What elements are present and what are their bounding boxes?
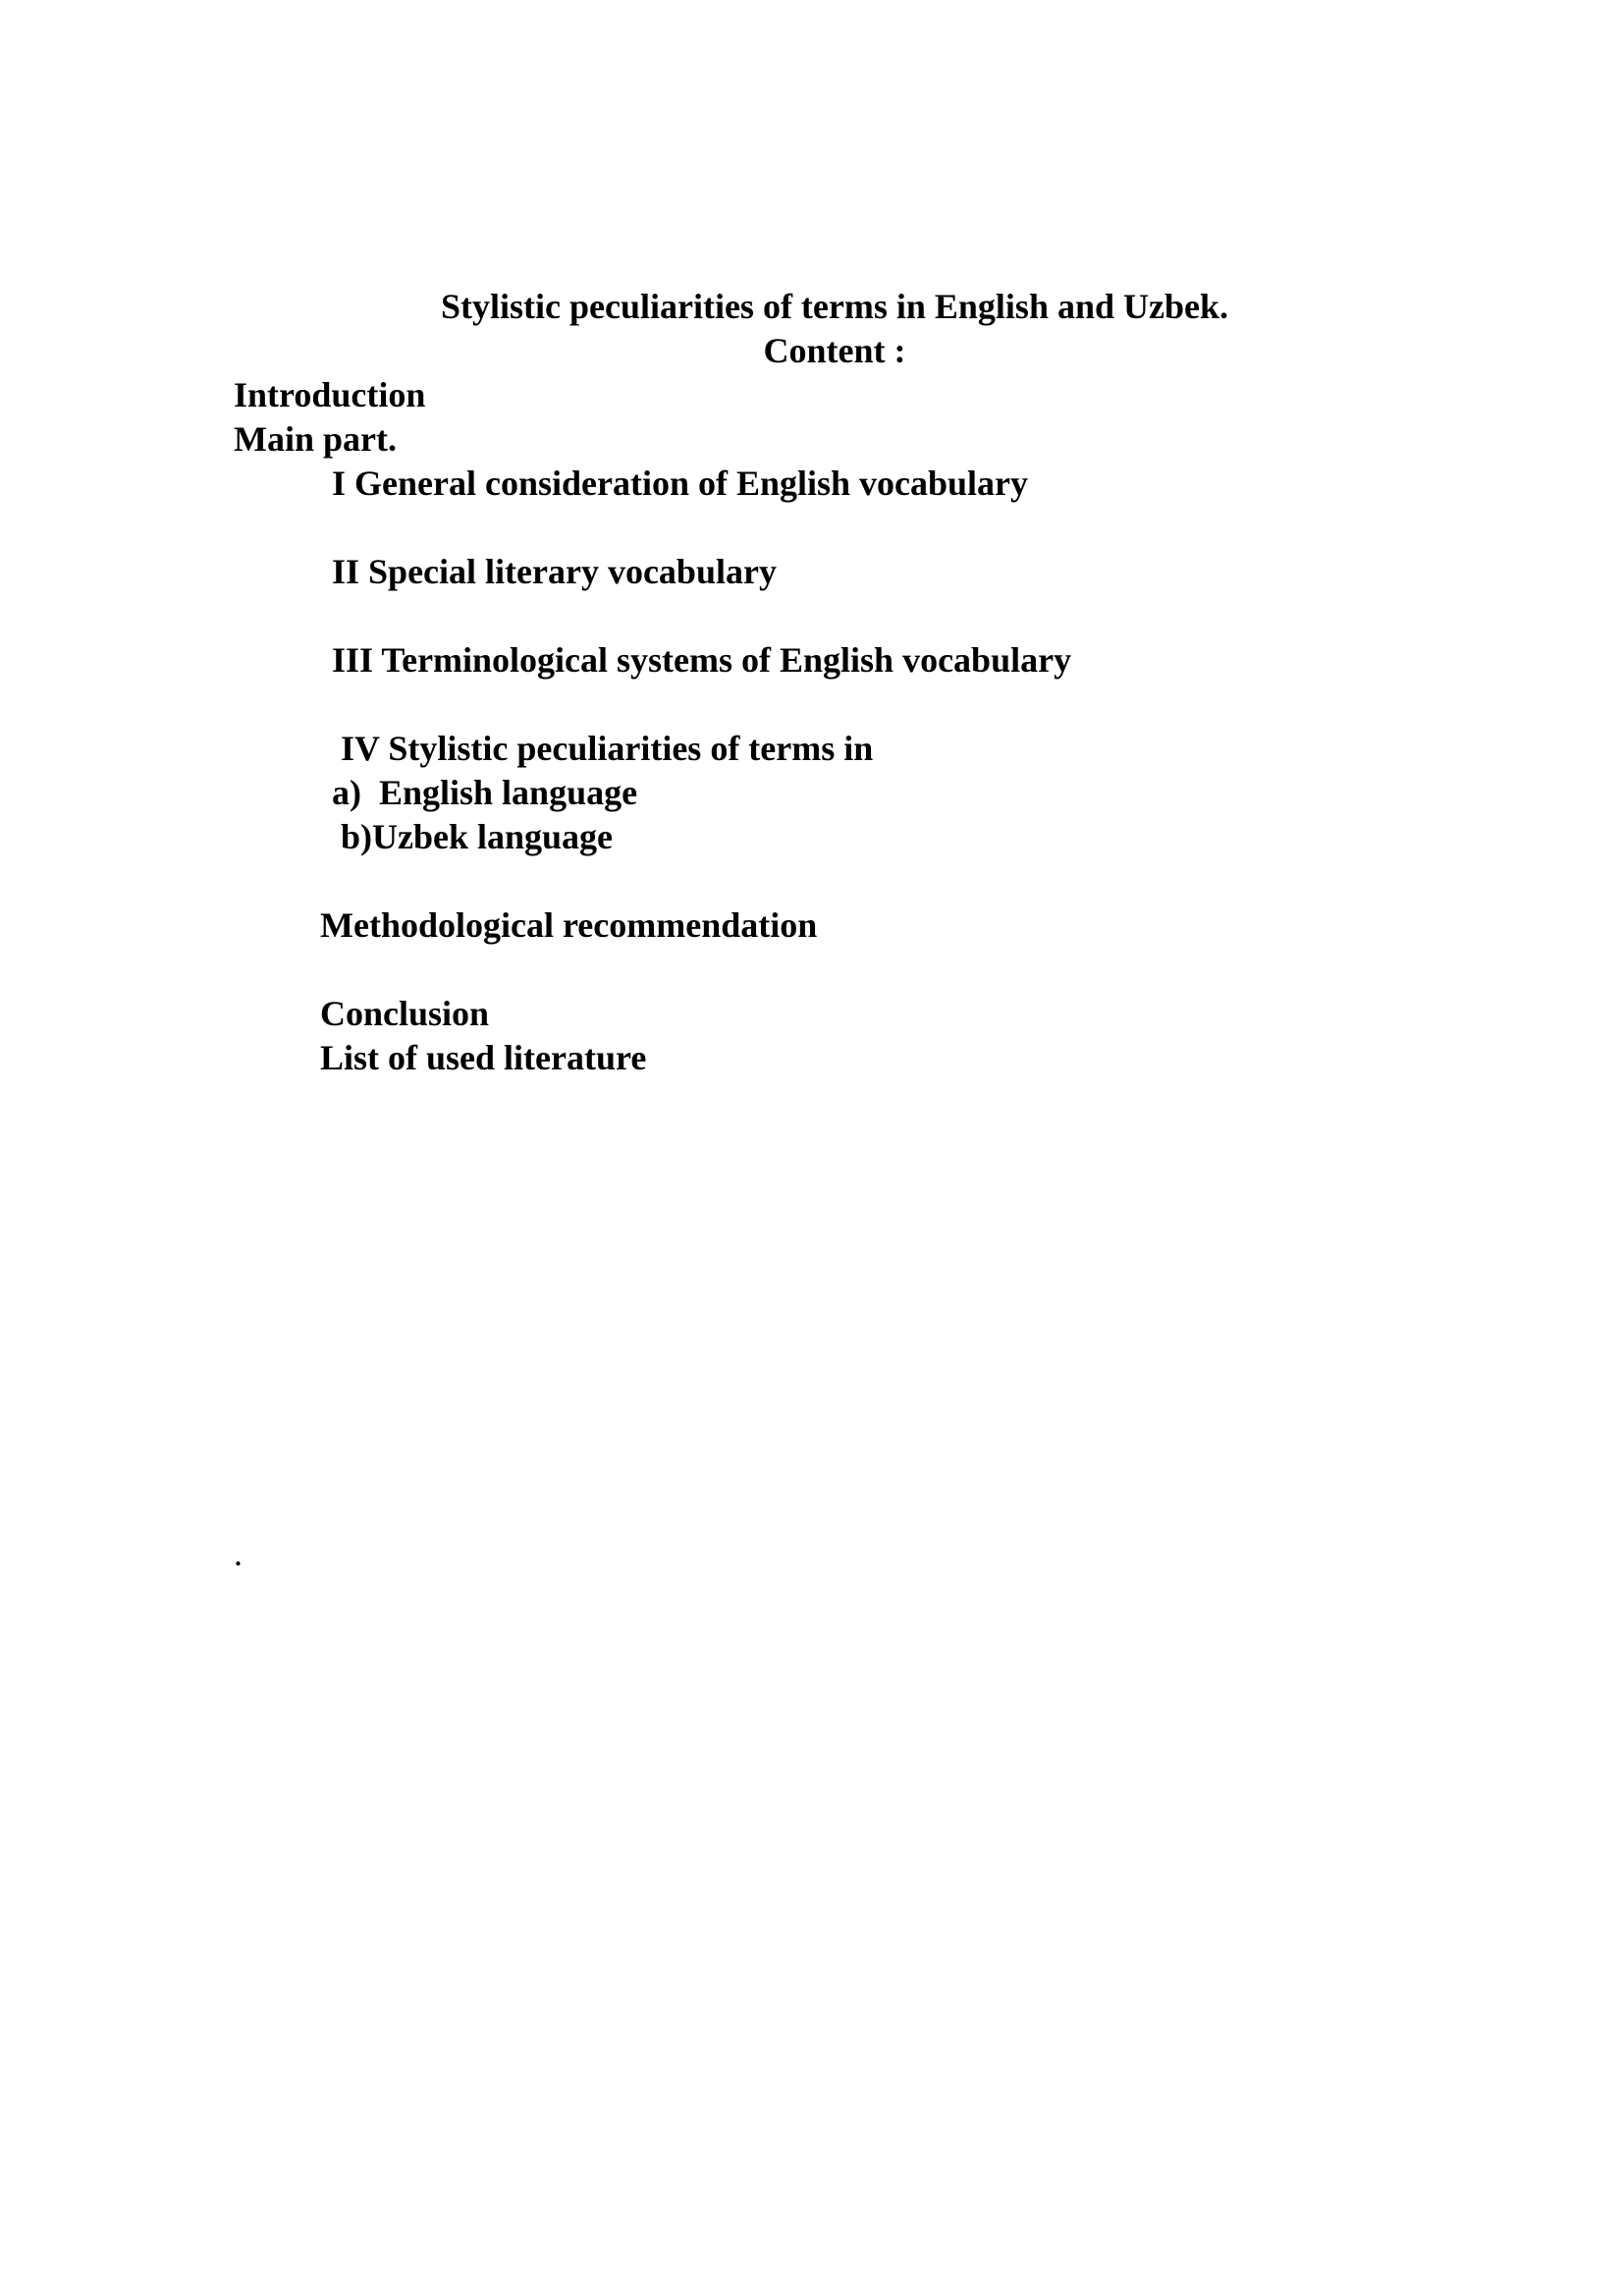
- toc-item-chapter-3: III Terminological systems of English vocabulary: [332, 640, 1072, 680]
- toc-item-conclusion: Conclusion: [320, 994, 490, 1033]
- toc-item-chapter-4a: a) English language: [332, 773, 638, 812]
- toc-item-literature: List of used literature: [320, 1038, 647, 1077]
- toc-item-chapter-2: II Special literary vocabulary: [332, 552, 777, 591]
- toc-item-methodological: Methodological recommendation: [320, 905, 818, 945]
- toc-item-chapter-4b: b)Uzbek language: [332, 817, 614, 856]
- toc-item-main-part: Main part.: [234, 419, 397, 459]
- content-heading: Content :: [763, 331, 906, 370]
- toc-item-chapter-1: I General consideration of English vocabulary: [332, 464, 1029, 503]
- toc-item-introduction: Introduction: [234, 375, 426, 414]
- document-title: Stylistic peculiarities of terms in English and Uzbek.: [440, 287, 1229, 326]
- toc-item-chapter-4: IV Stylistic peculiarities of terms in: [332, 729, 874, 768]
- stray-dot: .: [234, 1534, 243, 1573]
